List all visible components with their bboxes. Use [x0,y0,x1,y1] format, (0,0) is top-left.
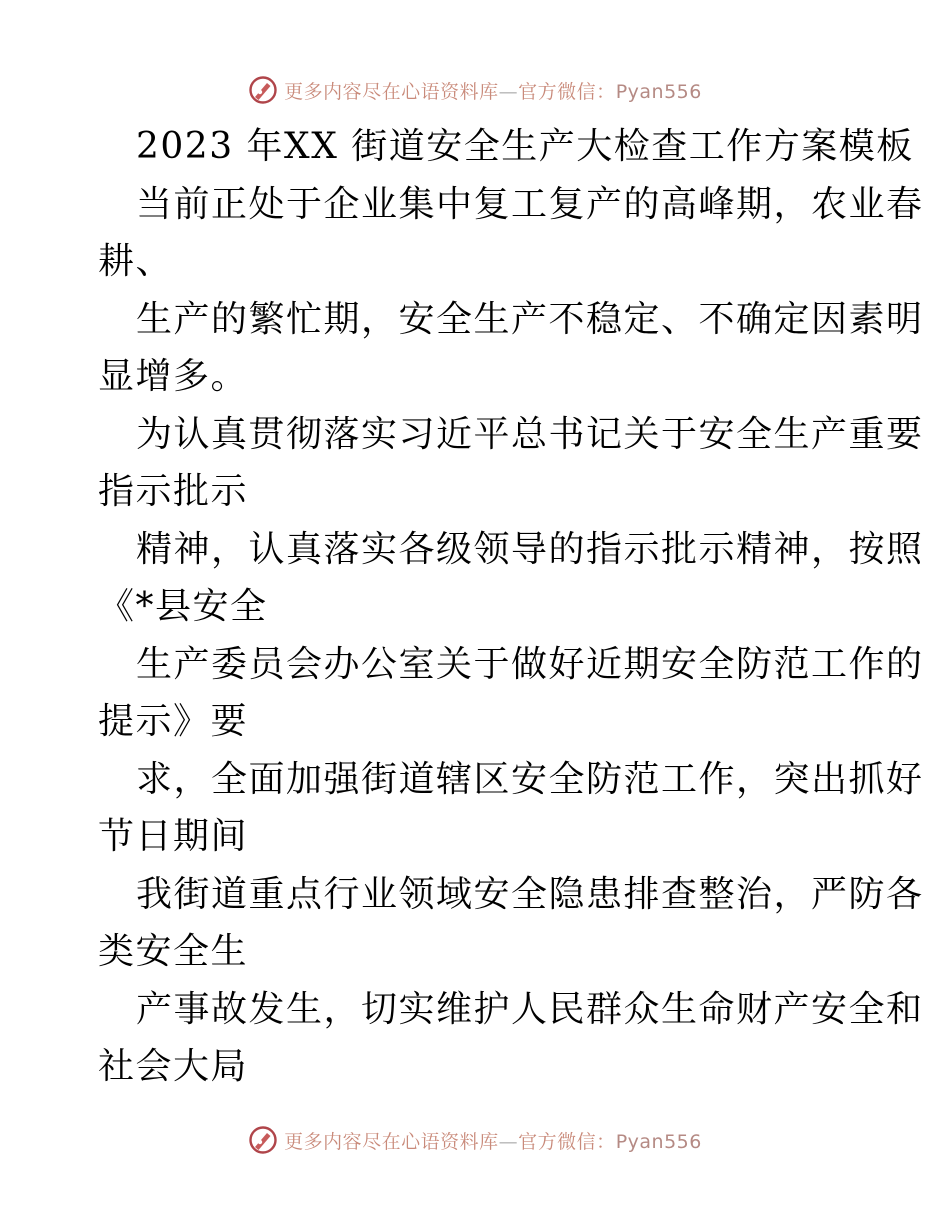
document-title: 2023 年XX 街道安全生产大检查工作方案模板 [136,126,914,167]
paragraph-line: 精神，认真落实各级领导的指示批示精神，按照 [136,528,924,570]
paragraph-line: 显增多。 [98,356,249,397]
paragraph-line: 提示》要 [98,701,249,742]
paragraph-line: 我街道重点行业领域安全隐患排查整治，严防各 [136,873,924,915]
paragraph-line: 当前正处于企业集中复工复产的高峰期，农业春 [136,183,924,225]
paragraph-line: 类安全生 [98,931,249,972]
watermark-text: 更多内容尽在心语资料库—官方微信：Pyan556 [284,80,702,103]
watermark-footer [0,1120,950,1160]
paragraph-line: 指示批示 [98,471,249,512]
paragraph-line: 为认真贯彻落实习近平总书记关于安全生产重要 [136,413,924,455]
paragraph-line: 产事故发生，切实维护人民群众生命财产安全和 [136,988,924,1030]
pen-seal-icon [248,75,278,105]
paragraph-line: 节日期间 [98,816,249,857]
document-body [98,118,924,1096]
paragraph-line: 生产委员会办公室关于做好近期安全防范工作的 [136,643,924,685]
paragraph-line: 耕、 [98,241,174,282]
paragraph-line: 生产的繁忙期，安全生产不稳定、不确定因素明 [136,298,924,340]
paragraph-line: 求，全面加强街道辖区安全防范工作，突出抓好 [136,758,924,800]
watermark-text: 更多内容尽在心语资料库—官方微信：Pyan556 [284,1130,702,1153]
watermark-header [0,70,950,110]
pen-seal-icon [248,1125,278,1155]
paragraph-line: 社会大局 [98,1046,249,1087]
paragraph-line: 《*县安全 [98,586,268,627]
